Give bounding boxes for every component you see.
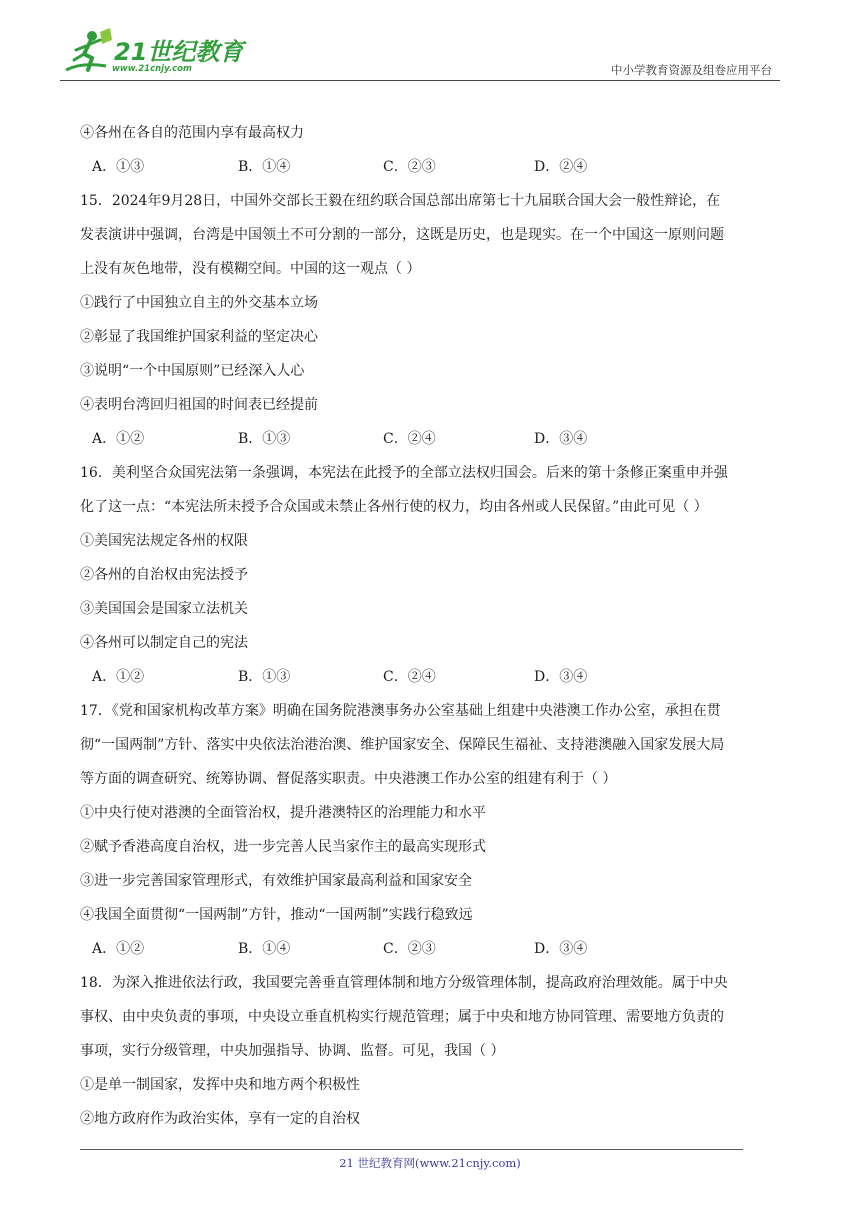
option-d: D．③④ <box>534 431 588 447</box>
option-b: B．①④ <box>238 159 291 175</box>
options-q16 <box>80 660 780 694</box>
option-c: C．②④ <box>383 431 436 447</box>
option-c: C．②③ <box>383 941 436 957</box>
question-17-stem: 17．《党和国家机构改革方案》明确在国务院港澳事务办公室基础上组建中央港澳工作办公室，承担在贯 <box>80 703 721 719</box>
statement: ③说明“一个中国原则”已经深入人心 <box>80 363 305 379</box>
options-q14 <box>80 150 780 184</box>
statement: ①践行了中国独立自主的外交基本立场 <box>80 295 318 311</box>
option-b: B．①③ <box>238 431 291 447</box>
statement: ②各州的自治权由宪法授予 <box>80 567 248 583</box>
options-q15 <box>80 422 780 456</box>
question-16-stem: 16．美利坚合众国宪法第一条强调，本宪法在此授予的全部立法权归国会。后来的第十条修正案重申并强 <box>80 465 728 481</box>
question-content <box>80 116 780 1136</box>
options-q17 <box>80 932 780 966</box>
statement: ②彰显了我国维护国家利益的坚定决心 <box>80 329 318 345</box>
question-18-stem: 事权、由中央负责的事项，中央设立垂直机构实行规范管理；属于中央和地方协同管理、需要地方负责的 <box>80 1009 724 1025</box>
page-header <box>60 22 780 84</box>
statement: ④表明台湾回归祖国的时间表已经提前 <box>80 397 318 413</box>
statement: ④我国全面贯彻“一国两制”方针，推动“一国两制”实践行稳致远 <box>80 907 473 923</box>
question-16-stem: 化了这一点：“本宪法所未授予合众国或未禁止各州行使的权力，均由各州或人民保留。”由此可见（ ） <box>80 499 708 515</box>
question-18-stem: 事项，实行分级管理，中央加强指导、协调、监督。可见，我国（ ） <box>80 1043 505 1059</box>
site-logo[interactable] <box>62 26 242 84</box>
question-18-stem: 18．为深入推进依法行政，我国要完善垂直管理体制和地方分级管理体制，提高政府治理效能。属于中央 <box>80 975 728 991</box>
option-c: C．②④ <box>383 669 436 685</box>
statement: ③美国国会是国家立法机关 <box>80 601 248 617</box>
option-b: B．①④ <box>238 941 291 957</box>
option-a: A．①② <box>92 941 145 957</box>
option-a: A．①② <box>92 431 145 447</box>
footer-text[interactable]: 21 世纪教育网(www.21cnjy.com) <box>339 1156 521 1170</box>
question-17-stem: 彻“一国两制”方针、落实中央依法治港治澳、维护国家安全、保障民生福祉、支持港澳融入国家发展大局 <box>80 737 725 753</box>
header-divider <box>60 80 780 81</box>
option-d: D．②④ <box>534 159 588 175</box>
option-a: A．①② <box>92 669 145 685</box>
platform-name: 中小学教育资源及组卷应用平台 <box>611 63 772 77</box>
logo-url: www.21cnjy.com <box>112 64 192 74</box>
option-d: D．③④ <box>534 669 588 685</box>
statement: ④各州可以制定自己的宪法 <box>80 635 248 651</box>
question-15-stem: 15．2024年9月28日，中国外交部长王毅在纽约联合国总部出席第七十九届联合国大会一般性辩论，在 <box>80 193 721 209</box>
statement: ①是单一制国家，发挥中央和地方两个积极性 <box>80 1077 360 1093</box>
statement: ②赋予香港高度自治权，进一步完善人民当家作主的最高实现形式 <box>80 839 486 855</box>
statement: ④各州在各自的范围内享有最高权力 <box>80 125 304 141</box>
statement: ③进一步完善国家管理形式，有效维护国家最高利益和国家安全 <box>80 873 472 889</box>
statement: ①中央行使对港澳的全面管治权，提升港澳特区的治理能力和水平 <box>80 805 486 821</box>
question-15-stem: 发表演讲中强调，台湾是中国领土不可分割的一部分，这既是历史，也是现实。在一个中国这一原则问题 <box>80 227 724 243</box>
option-b: B．①③ <box>238 669 291 685</box>
question-15-stem: 上没有灰色地带，没有模糊空间。中国的这一观点（ ） <box>80 261 421 277</box>
statement: ①美国宪法规定各州的权限 <box>80 533 248 549</box>
option-c: C．②③ <box>383 159 436 175</box>
footer-divider <box>80 1149 743 1150</box>
option-a: A．①③ <box>92 159 145 175</box>
logo-text: 21世纪教育 <box>114 38 244 66</box>
option-d: D．③④ <box>534 941 588 957</box>
statement: ②地方政府作为政治实体，享有一定的自治权 <box>80 1111 360 1127</box>
question-17-stem: 等方面的调查研究、统筹协调、督促落实职责。中央港澳工作办公室的组建有利于（ ） <box>80 771 617 787</box>
